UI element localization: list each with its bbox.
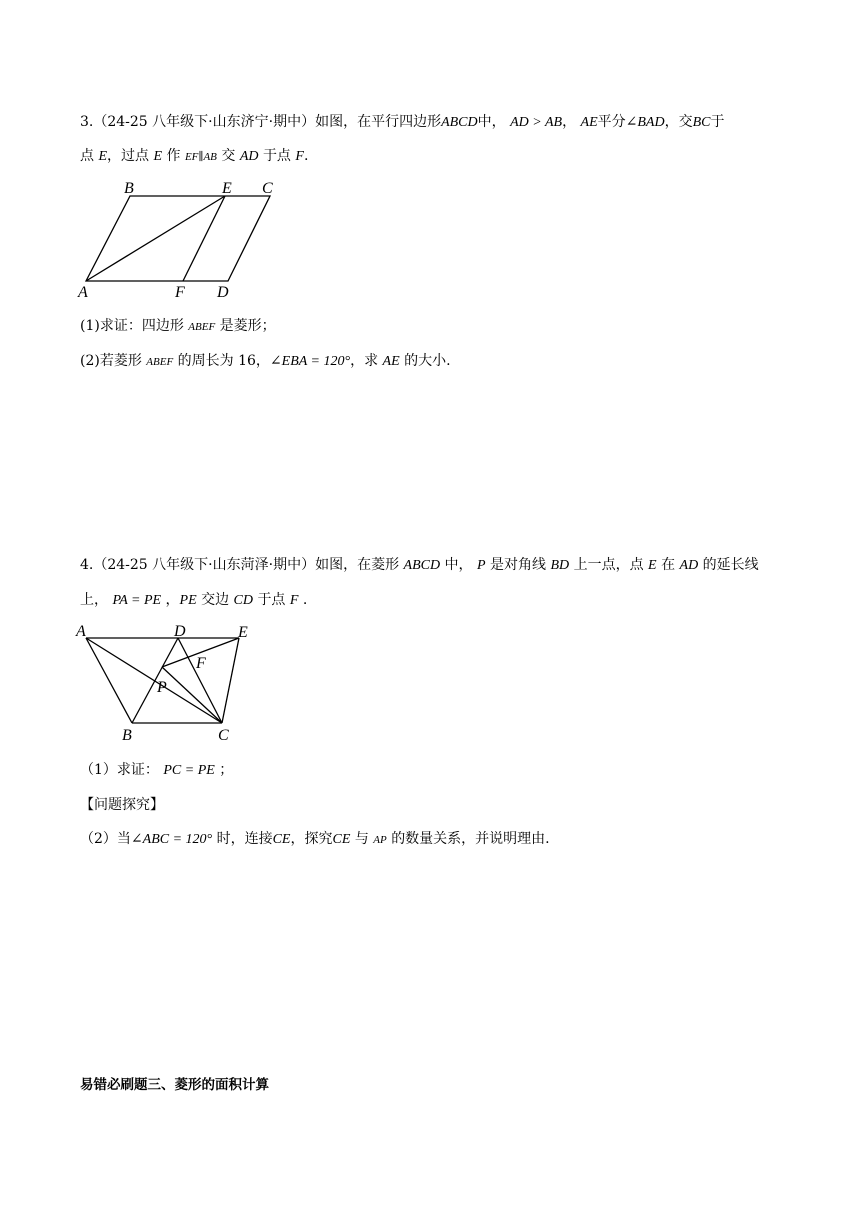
section-heading: 易错必刷题三、菱形的面积计算 (80, 1077, 269, 1093)
q4-label-D: D (174, 623, 186, 640)
q4-label-B: B (122, 727, 132, 744)
q3-label-B: B (124, 180, 134, 197)
q4-segment-PC (162, 667, 222, 723)
q3-math: F (295, 149, 304, 164)
q3-math: AD > AB (510, 115, 563, 130)
q3-text: 中， (477, 114, 506, 130)
q3-text: ，过点 (107, 148, 150, 164)
q3-label-D: D (217, 284, 229, 301)
q3-math: AD (239, 149, 259, 164)
q4-math: PA = PE (112, 593, 162, 608)
q3-text: 点 (80, 148, 94, 164)
q3-text: 的周长为 16， (177, 353, 270, 369)
q3-label-F: F (175, 284, 185, 301)
q4-text: （2）当 (80, 831, 131, 847)
q3-math: EF∥AB (184, 151, 217, 163)
q3-text: 交 (221, 148, 236, 164)
q4-text: 上， (80, 592, 108, 608)
q3-text: 的大小. (404, 353, 451, 369)
q3-math: BC (692, 115, 711, 130)
q4-text: 交边 (201, 592, 230, 608)
q4-text: 如图，在菱形 (315, 557, 400, 573)
q3-math: ∠BAD (625, 115, 665, 130)
q3-text: 于 (710, 114, 725, 130)
q4-text: 上一点，点 (573, 557, 644, 573)
q4-math: CE (332, 832, 351, 847)
q4-number: 4. (80, 557, 94, 573)
q3-text: 作 (166, 148, 181, 164)
q4-math: AP (373, 834, 387, 846)
q3-text: ，交 (664, 114, 693, 130)
q4-text: 中， (444, 557, 473, 573)
q4-label-C: C (218, 727, 229, 744)
q4-part-2 (80, 829, 550, 850)
q4-math: ABCD (403, 558, 441, 573)
q3-text: 平分 (597, 114, 626, 130)
q4-label-A: A (76, 623, 86, 640)
q3-line-1: 3.（24-25 八年级下·山东济宁·期中）如图，在平行四边形ABCD中， AD > AB， AE平分∠BAD，交BC于 (80, 114, 725, 130)
q4-text: ； (219, 762, 234, 778)
q3-text: 于点 (262, 148, 291, 164)
q4-text: 时，连接 (216, 831, 273, 847)
q4-math: P (477, 558, 486, 573)
q4-math: CE (272, 832, 291, 847)
q3-math: ABEF (188, 321, 216, 333)
q3-label-A: A (78, 284, 88, 301)
q3-math: E (153, 149, 163, 164)
q4-label-E: E (238, 624, 248, 641)
q4-text: 的延长线 (702, 557, 759, 573)
q4-math: AD (679, 558, 699, 573)
q4-math: CD (233, 593, 253, 608)
q4-math: PC = PE (163, 763, 215, 778)
q3-text: 如图，在平行四边形 (315, 114, 442, 130)
q4-text: 于点 (257, 592, 286, 608)
q4-part-1 (80, 760, 233, 781)
q4-text: . (302, 592, 308, 608)
q3-number: 3. (80, 114, 94, 130)
q3-math: E (98, 149, 108, 164)
q3-text: (1)求证：四边形 (80, 318, 184, 334)
q4-text: （1）求证： (80, 762, 159, 778)
q4-explore: 【问题探究】 (80, 797, 164, 813)
q4-text: ，探究 (290, 831, 333, 847)
q3-math: ABEF (146, 356, 174, 368)
q3-text: 是菱形； (219, 318, 276, 334)
q4-text: 与 (354, 831, 369, 847)
q4-text: 是对角线 (490, 557, 547, 573)
q3-label-E: E (222, 180, 232, 197)
q4-source: （24-25 八年级下·山东菏泽·期中） (93, 557, 316, 573)
q3-text: (2)若菱形 (80, 353, 142, 369)
q3-math: AE (580, 115, 598, 130)
q4-segment-AC (86, 638, 222, 723)
q4-text: 在 (661, 557, 676, 573)
q3-text: ，求 (350, 353, 379, 369)
q3-math: AE (382, 354, 400, 369)
q3-math: ABCD (441, 115, 478, 130)
q3-source: （24-25 八年级下·山东济宁·期中） (93, 114, 316, 130)
q3-text: . (303, 148, 309, 164)
q4-text: 的数量关系，并说明理由. (391, 831, 550, 847)
q4-text: ， (165, 592, 180, 608)
q4-math: F (289, 593, 299, 608)
q4-segment-AB (86, 638, 132, 723)
q3-math: ∠EBA = 120° (269, 354, 351, 369)
q4-segment-CE (222, 638, 239, 723)
q4-label-F: F (196, 655, 206, 672)
q4-segment-DC (178, 638, 222, 723)
q4-math: BD (550, 558, 570, 573)
q4-math: PE (179, 593, 197, 608)
q4-label-P: P (157, 679, 167, 696)
q3-label-C: C (262, 180, 273, 197)
q4-math: ∠ABC = 120° (130, 832, 213, 847)
q4-math: E (648, 558, 657, 573)
